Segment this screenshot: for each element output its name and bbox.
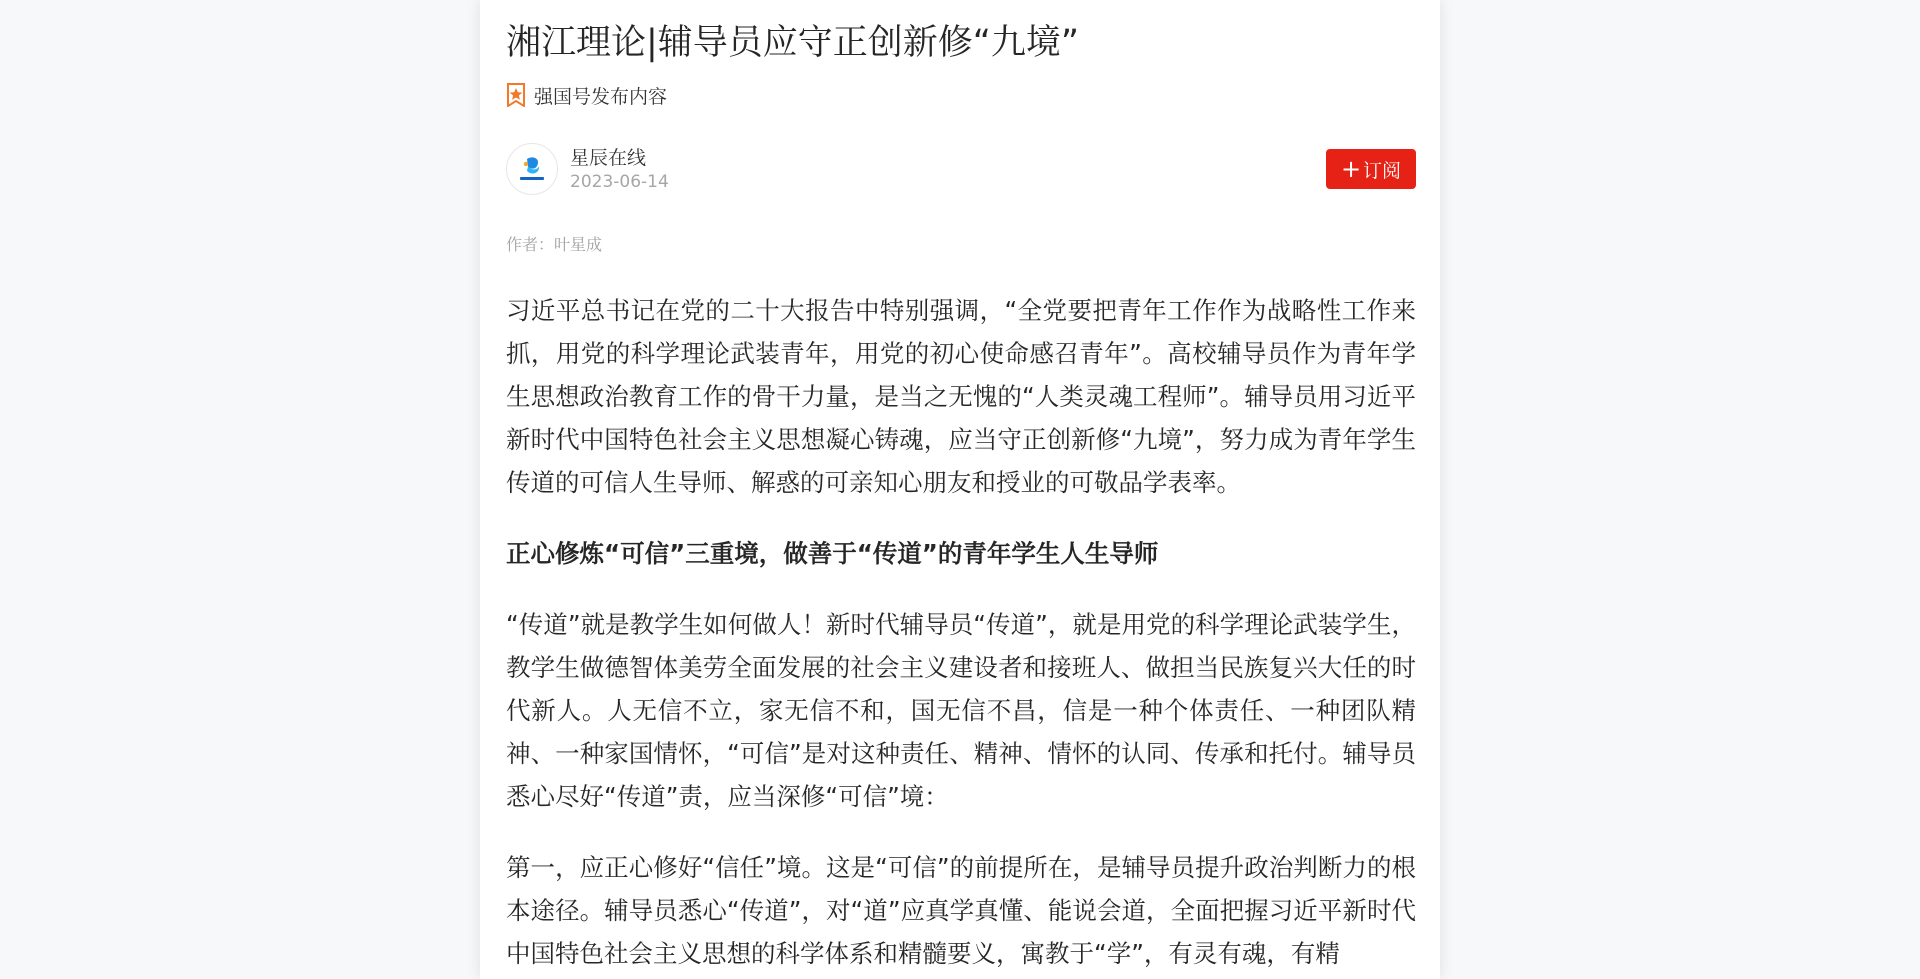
paragraph: “传道”就是教学生如何做人！新时代辅导员“传道”，就是用党的科学理论武装学生，教学生做德智体美劳全面发展的社会主义建设者和接班人、做担当民族复兴大任的时代新人。人无信不立，家无信不和，国无信不昌，信是一种个体责任、一种团队精神、一种家国情怀，“可信”是对这种责任、精神、情怀的认同、传承和托付。辅导员悉心尽好“传道”责，应当深修“可信”境： [506,610,1416,811]
paragraph: 习近平总书记在党的二十大报告中特别强调，“全党要把青年工作作为战略性工作来抓，用党的科学理论武装青年，用党的初心使命感召青年”。高校辅导员作为青年学生思想政治教育工作的骨干力量，是当之无愧的“人类灵魂工程师”。辅导员用习近平新时代中国特色社会主义思想凝心铸魂，应当守正创新修“九境”，努力成为青年学生传道的可信人生导师、解惑的可亲知心朋友和授业的可敬品学表率。 [506,296,1416,497]
byline: 作者：叶星成 [506,235,603,254]
article-body [506,289,1416,975]
section-heading: 正心修炼“可信”三重境，做善于“传道”的青年学生人生导师 [506,539,1159,568]
xingchen-logo-icon [515,152,549,186]
plus-icon: + [1340,155,1362,183]
avatar[interactable] [506,143,558,195]
publish-date: 2023-06-14 [570,172,669,192]
source-row [506,82,1416,108]
article-content [506,0,1416,979]
subscribe-button[interactable] [1326,149,1416,189]
author-row [506,142,1416,196]
author-info[interactable] [506,143,669,195]
subscribe-label: 订阅 [1363,159,1402,182]
star-bookmark-icon [506,83,526,107]
article-column [480,0,1440,979]
author-meta [570,145,669,193]
source-label: 强国号发布内容 [534,85,668,108]
article-title: 湘江理论|辅导员应守正创新修“九境” [506,23,1080,63]
paragraph: 第一，应正心修好“信任”境。这是“可信”的前提所在，是辅导员提升政治判断力的根本途径。辅导员悉心“传道”，对“道”应真学真懂、能说会道，全面把握习近平新时代中国特色社会主义思想的科学体系和精髓要义，寓教于“学”，有灵有魂，有精 [506,853,1416,968]
author-name[interactable]: 星辰在线 [570,147,647,169]
